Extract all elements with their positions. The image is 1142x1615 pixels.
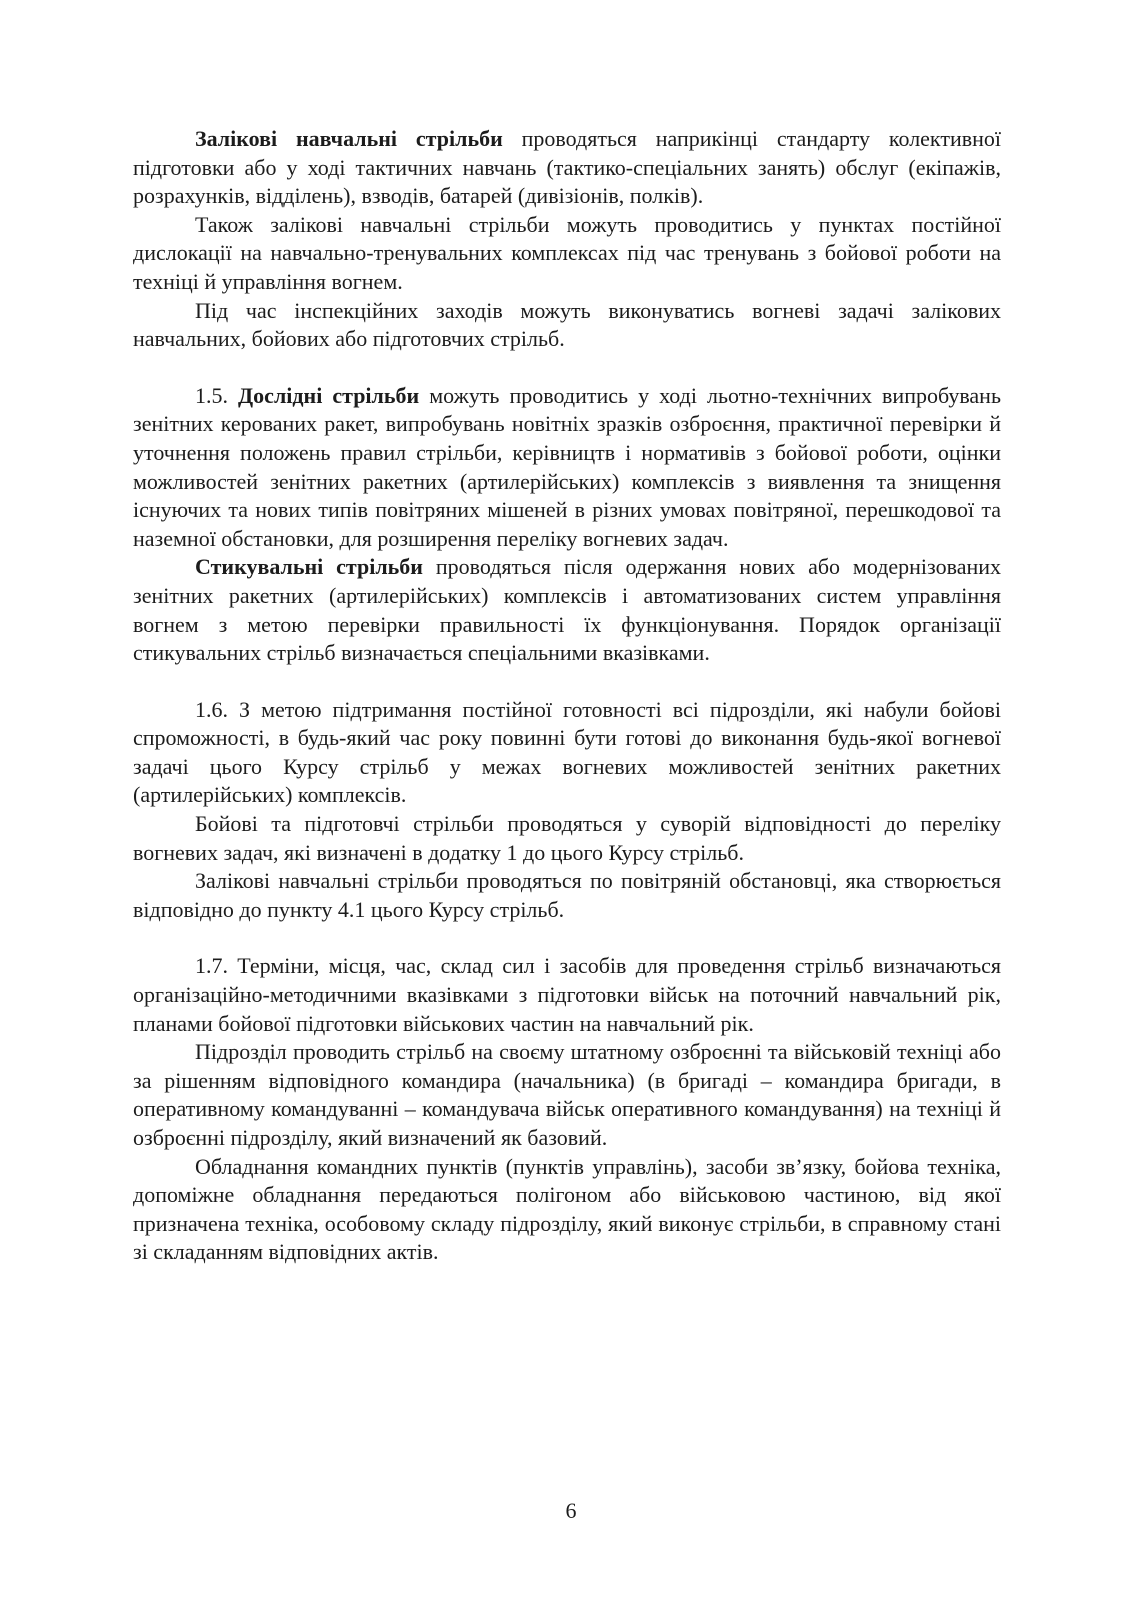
page-number: 6 xyxy=(565,1498,577,1523)
paragraph-text: Бойові та підготовчі стрільби проводяться у суворій відповідності до переліку вогневих задач, які визначені в додатку 1 до цього Курсу стрільб. xyxy=(133,811,1001,865)
paragraph-boiovi-pidhotovchi xyxy=(133,810,1001,867)
paragraph-text: Під час інспекційних заходів можуть виконуватись вогневі задачі залікових навчальних, бойових або підготовчих стрільб. xyxy=(133,297,1001,352)
paragraph-text: Залікові навчальні стрільби проводяться по повітряній обстановці, яка створюється відповідно до пункту 4.1 цього Курсу стрільб. xyxy=(133,868,1001,922)
paragraph-inspektsiini-zakhody xyxy=(133,297,1001,354)
paragraph-1-7-terminy xyxy=(133,952,1001,1038)
paragraph-text: 1.6. З метою підтримання постійної готовності всі підрозділи, які набули бойові спроможності, в будь-який час року повинні бути готові до виконання будь-якої вогневої задачі цього Курсу стрільб у межах вогневих можливостей зенітних ракетних (артилерійських) комплексів. xyxy=(133,696,1001,808)
paragraph-bold-term: Стикувальні стрільби xyxy=(195,554,423,580)
paragraph-bold-term: Дослідні стрільби xyxy=(238,382,420,408)
paragraph-bold-term: Залікові навчальні стрільби xyxy=(195,126,503,151)
paragraph-text: проводяться після одержання нових або модернізованих зенітних ракетних (артилерійських) комплексів і автоматизованих систем управління вогнем з метою перевірки правильності їх функціонування. Порядок організації стикувальних стрільб визначається спеціальними вказівками. xyxy=(133,554,1002,666)
paragraph-text: Підрозділ проводить стрільб на своєму штатному озброєнні та військовій техніці або за рішенням відповідного командира (начальника) (в бригаді – командира бригади, в оперативному командуванні – командувача військ оперативного командування) на техніці й озброєнні підрозділу, який визначений як базовий. xyxy=(133,1039,1001,1150)
paragraph-obladnannia-kp xyxy=(133,1153,1001,1267)
paragraph-text: Також залікові навчальні стрільби можуть проводитись у пунктах постійної дислокації на навчально-тренувальних комплексах під час тренувань з бойової роботи на техніці й управління вогнем. xyxy=(133,211,1001,294)
paragraph-1-6-hotovnist xyxy=(133,696,1001,810)
paragraph-text: Обладнання командних пунктів (пунктів управлінь), засоби зв’язку, бойова техніка, допоміжне обладнання передаються полігоном або військовою частиною, від якої призначена техніка, особовому складу підрозділу, який виконує стрільби, в справному стані зі складанням відповідних актів. xyxy=(133,1153,1001,1265)
paragraph-text: 1.7. Терміни, місця, час, склад сил і засобів для проведення стрільб визначаються організаційно-методичними вказівками з підготовки військ на поточний навчальний рік, планами бойової підготовки військових частин на навчальний рік. xyxy=(133,953,1001,1036)
document-body xyxy=(133,125,1001,1267)
paragraph-shtatne-ozbroiennia xyxy=(133,1038,1001,1152)
paragraph-punkty-dyslokatsii xyxy=(133,211,1001,297)
paragraph-zalikovi xyxy=(133,125,1001,211)
paragraph-povitriana-obstanovka xyxy=(133,867,1001,924)
paragraph-1-5-doslidni xyxy=(133,382,1001,554)
paragraph-number: 1.5. xyxy=(195,382,239,408)
paragraph-stykuvalni xyxy=(133,553,1001,667)
paragraph-text: проводяться наприкінці стандарту колективної підготовки або у ході тактичних навчань (тактико-спеціальних занять) обслуг (екіпажів, розрахунків, відділень), взводів, батарей (дивізіонів, полків). xyxy=(133,126,1001,209)
paragraph-text: можуть проводитись у ході льотно-технічних випробувань зенітних керованих ракет, випробувань новітніх зразків озброєння, практичної перевірки й уточнення положень правил стрільби, керівництв і нормативів з бойової роботи, оцінки можливостей зенітних ракетних (артилерійських) комплексів з виявлення та знищення існуючих та нових типів повітряних мішеней в різних умовах повітряної, перешкодової та наземної обстановки, для розширення переліку вогневих задач. xyxy=(133,382,1001,551)
